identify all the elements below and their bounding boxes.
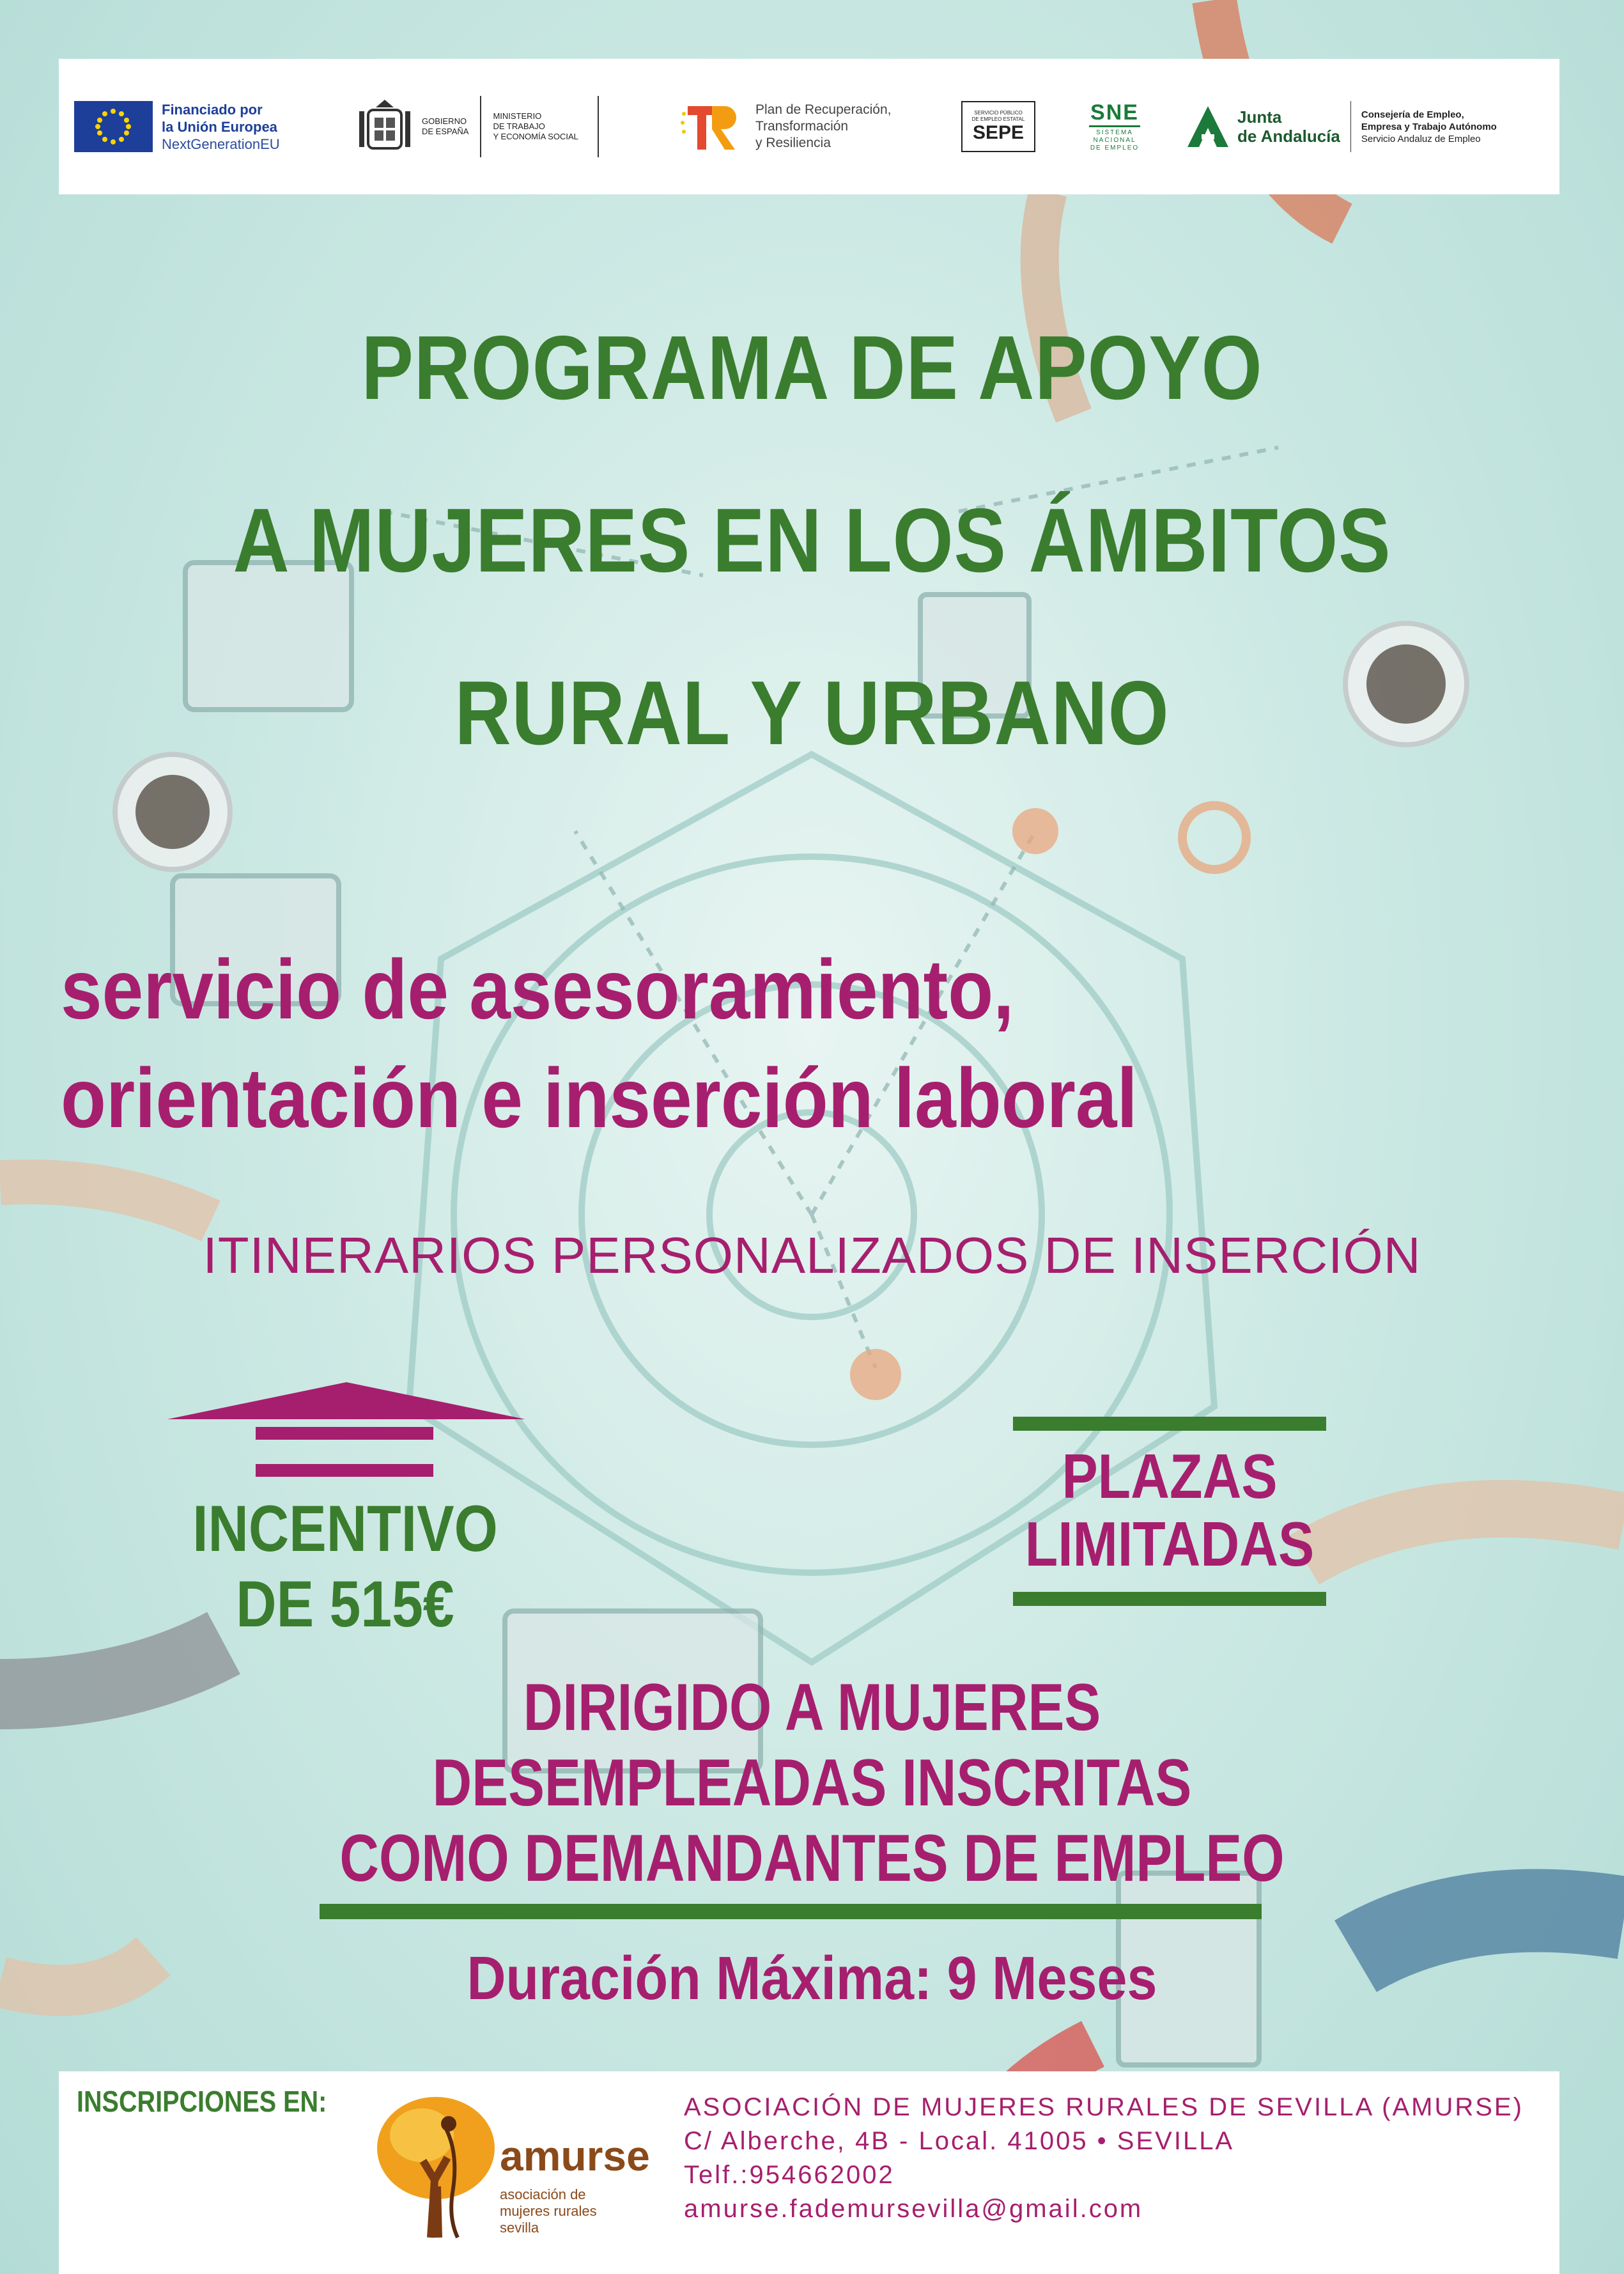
plazas-text	[1021, 1442, 1318, 1578]
dirigido-line3: COMO DEMANDANTES DE EMPLEO	[339, 1821, 1285, 1896]
eu-line1: Financiado por	[162, 101, 263, 118]
amurse-sub1: asociación de	[500, 2186, 586, 2202]
prtr-line1: Plan de Recuperación,	[755, 102, 892, 117]
incentivo-line1: INCENTIVO	[192, 1492, 498, 1565]
eu-flag-icon	[74, 101, 153, 152]
plazas-line1: PLAZAS	[1062, 1441, 1278, 1511]
prtr-logo	[679, 59, 891, 194]
gobierno-logo	[354, 59, 610, 194]
email-link[interactable]: amurse.fademursevilla@gmail.com	[684, 2195, 1143, 2223]
prtr-icon	[679, 95, 743, 159]
plazas-bar-bottom	[1013, 1592, 1326, 1606]
title-line2: A MUJERES EN LOS ÁMBITOS	[233, 490, 1391, 591]
amurse-tree-icon	[372, 2091, 500, 2244]
sne-line3: DE EMPLEO	[1090, 144, 1140, 152]
ministerio-line1: MINISTERIO	[493, 111, 542, 121]
divider	[598, 96, 599, 157]
org-name: ASOCIACIÓN DE MUJERES RURALES DE SEVILLA (AMURSE)	[684, 2093, 1524, 2121]
amurse-logo	[372, 2091, 730, 2257]
incentivo-bar-top	[256, 1427, 433, 1440]
footer	[59, 2071, 1559, 2274]
ministerio-line2: DE TRABAJO	[493, 121, 545, 131]
consejeria-line3: Servicio Andaluz de Empleo	[1361, 133, 1481, 144]
duracion-text: Duración Máxima: 9 Meses	[467, 1944, 1157, 2013]
subtitle-line1: servicio de asesoramiento,	[61, 942, 1014, 1036]
prtr-line2: Transformación	[755, 119, 849, 134]
dirigido-text	[146, 1670, 1478, 1896]
spain-coat-of-arms-icon	[354, 96, 415, 157]
prtr-line3: y Resiliencia	[755, 136, 831, 150]
dirigido-underline	[320, 1904, 1262, 1919]
address: C/ Alberche, 4B - Local. 41005 • SEVILLA	[684, 2127, 1235, 2155]
subtitle-line2: orientación e inserción laboral	[61, 1051, 1138, 1145]
amurse-sub2: mujeres rurales	[500, 2203, 597, 2219]
dirigido-line1: DIRIGIDO A MUJERES	[523, 1670, 1101, 1745]
amurse-sub3: sevilla	[500, 2220, 539, 2236]
gobierno-line2: DE ESPAÑA	[422, 127, 469, 136]
incentivo-line2: DE 515€	[236, 1568, 454, 1640]
sepe-icon	[961, 101, 1035, 152]
sponsor-logo-bar	[59, 59, 1559, 194]
itinerarios-text: ITINERARIOS PERSONALIZADOS DE INSERCIÓN	[203, 1227, 1421, 1284]
divider	[1350, 101, 1351, 152]
junta-line2: de Andalucía	[1237, 127, 1340, 146]
incentivo-bar-mid	[256, 1464, 433, 1477]
junta-icon	[1185, 104, 1231, 150]
consejeria-line2: Empresa y Trabajo Autónomo	[1361, 121, 1497, 132]
eu-logo	[74, 59, 280, 194]
dirigido-line2: DESEMPLEADAS INSCRITAS	[432, 1746, 1192, 1820]
sepe-logo	[961, 59, 1035, 194]
amurse-name: amurse	[500, 2132, 650, 2179]
phone[interactable]: Telf.:954662002	[684, 2161, 895, 2189]
incentivo-text	[174, 1491, 515, 1642]
eu-line2: la Unión Europea	[162, 118, 277, 135]
junta-line1: Junta	[1237, 107, 1282, 127]
ministerio-line3: Y ECONOMÍA SOCIAL	[493, 132, 578, 141]
inscripciones-label: INSCRIPCIONES EN:	[77, 2085, 327, 2118]
sne-icon: SNE	[1090, 100, 1139, 125]
eu-line3: NextGenerationEU	[162, 136, 280, 152]
divider	[1089, 125, 1140, 127]
title-line1: PROGRAMA DE APOYO	[361, 317, 1263, 419]
consejeria-line1: Consejería de Empleo,	[1361, 109, 1464, 120]
sepe-small1: SERVICIO PÚBLICO	[974, 110, 1023, 116]
sne-line1: SISTEMA	[1096, 128, 1133, 136]
divider	[480, 96, 481, 157]
sne-logo	[1089, 59, 1140, 194]
gobierno-line1: GOBIERNO	[422, 116, 467, 126]
sepe-small2: DE EMPLEO ESTATAL	[971, 116, 1025, 122]
sepe-big: SEPE	[972, 122, 1025, 143]
plazas-line2: LIMITADAS	[1025, 1509, 1315, 1579]
junta-logo	[1185, 59, 1497, 194]
title-line3: RURAL Y URBANO	[454, 662, 1170, 764]
contact-block	[684, 2091, 1553, 2226]
plazas-bar-top	[1013, 1417, 1326, 1431]
sne-line2: NACIONAL	[1093, 136, 1136, 144]
